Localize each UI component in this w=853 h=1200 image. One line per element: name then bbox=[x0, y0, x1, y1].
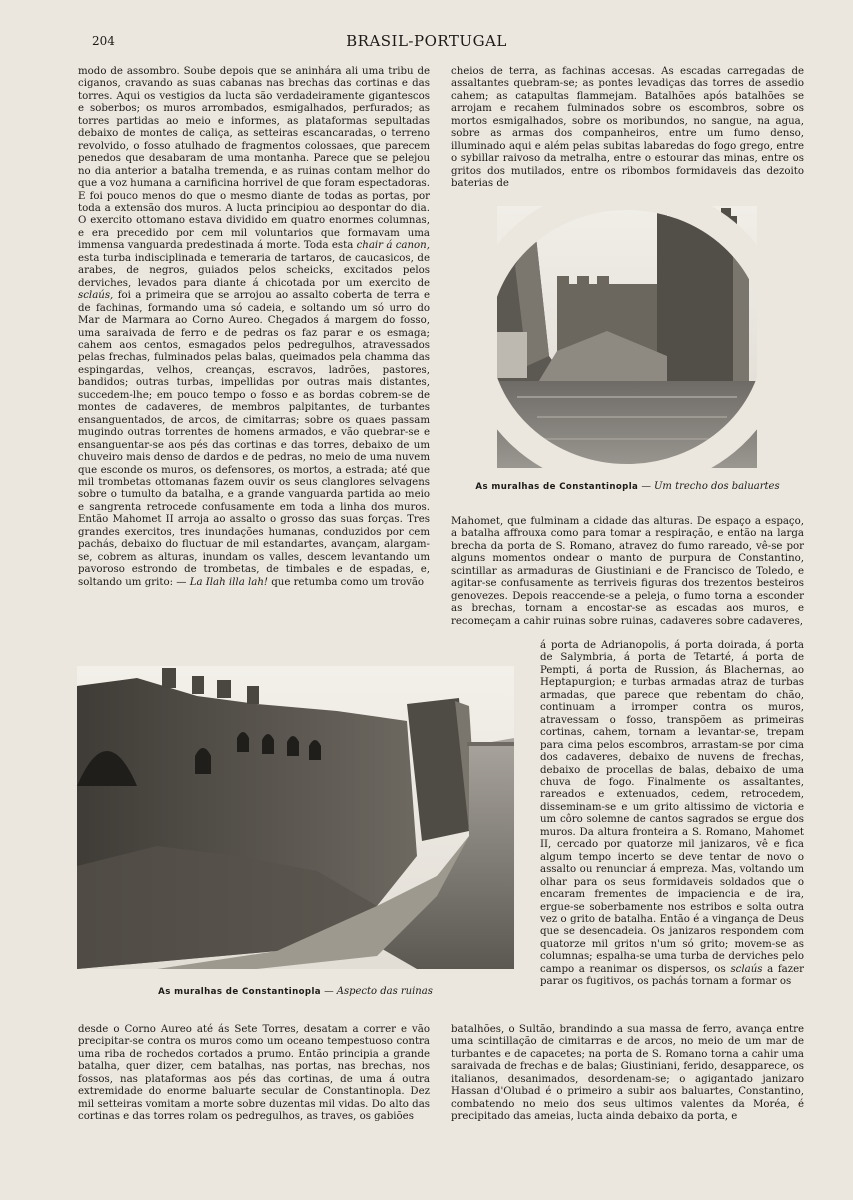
ruins-illustration bbox=[77, 666, 514, 969]
fortress-illustration bbox=[497, 206, 757, 468]
caption-ruinas bbox=[77, 986, 514, 997]
right-column-bottom bbox=[451, 1024, 804, 1124]
caption-subtitle: Um trecho dos baluartes bbox=[653, 481, 780, 492]
italic-term: sclaús bbox=[730, 963, 763, 975]
right-column-top bbox=[451, 66, 804, 191]
paragraph-text: batalhões, o Sultão, brandindo a sua massa de ferro, avança entre uma scintillação de cimitarras e de arcos, no meio de um mar de turbantes e de capacetes; na porta de S. Romano torna a cahir uma saraivada de frechas e de balas; Giustiniani, ferido, desapparece, os italianos, desanimados, desordenam-se; o agigantado janizaro Hassan d'Olubad é o primeiro a subir aos baluartes, Constantino, combatendo no meio dos seus ultimos valentes da Moréa, é precipitado das ameias, lucta ainda debaixo da porta, e bbox=[451, 1024, 804, 1123]
paragraph-text: Mahomet, que fulminam a cidade das alturas. De espaço a espaço, a batalha affrouxa como para tomar a respiração, e então na larga brecha da porta de S. Romano, atravez do fumo rareado, vê-se por alguns momentos ondear o manto de purpura de Constantino, scintillar as armaduras de Giustiniani e de Francisco de Toledo, e agitar-se confusamente as terriveis figuras dos trezentos besteiros genovezes. Depois reaccende-se a peleja, o fumo torna a esconder as brechas, tornam a encostar-se as escadas aos muros, e recomeçam a cahir ruinas sobre ruinas, cadaveres sobre cadaveres, bbox=[451, 516, 804, 627]
photo-ruinas bbox=[77, 666, 514, 969]
right-column-mid bbox=[451, 516, 804, 628]
italic-term: La Ilah illa lah! bbox=[189, 576, 268, 588]
paragraph-text: esta turba indisciplinada e temeraria de tartaros, de caucasicos, de arabes, de negros, guiados pelos scheicks, excitados pelos derviches, levados para diante á chicotada por um exercito de bbox=[78, 252, 430, 289]
left-column-top bbox=[78, 66, 430, 589]
paragraph-text: desde o Corno Aureo até ás Sete Torres, desatam a correr e vão precipitar-se contra os muros como um oceano tempestuoso contra uma riba de rochedos cortados a prumo. Então principia a grande batalha, quer dizer, cem batalhas, nas portas, nas brechas, nos fossos, nas plataformas aos pés das cortinas, de uma á outra extremidade do enorme baluarte secular de Constantinopla. Dez mil setteiras vomitam a morte sobre duzentas mil vidas. Do alto das cortinas e das torres rolam os pedregulhos, as traves, os gabiões bbox=[78, 1024, 430, 1123]
paragraph-text: á porta de Adrianopolis, á porta doirada, á porta de Salymbria, á porta de Tetarté, á porta de Pempti, á porta de Russion, ás Blachernas, ao Heptapurgion; e turbas armadas atraz de turbas armadas, que parece que rebentam do chão, continuam a irromper contra os muros, atravessam o fosso, transpõem as primeiras cortinas, cahem, tornam a levantar-se, trepam para cima pelos escombros, arrastam-se por cima dos cadaveres, debaixo de nuvens de frechas, debaixo de procellas de balas, debaixo de uma chuva de fogo. Finalmente os assaltantes, rareados e extenuados, cedem, retrocedem, disseminam-se e um grito altissimo de victoria e um côro solemne de cantos sagrados se ergue dos muros. Da altura fronteira a S. Romano, Mahomet II, cercado por quatorze mil janizaros, vê e fica algum tempo incerto se deve tentar de novo o assalto ou renunciar á empreza. Mas, voltando um olhar para os seus formidaveis soldados que o encaram frementes de impaciencia e de ira, ergue-se soberbamente nos estribos e solta outra vez o grito de batalha. Então é a vingança de Deus que se desencadeia. Os janizaros respondem com quatorze mil gritos n'um só grito; movem-se as columnas; espalha-se uma turba de derviches pelo campo a reanimar os dispersos, os bbox=[540, 640, 804, 975]
paragraph-text: modo de assombro. Soube depois que se aninhára ali uma tribu de ciganos, cravando as suas cabanas nas brechas das cortinas e das torres. Aqui os vestigios da lucta são verdadeiramente gigantescos e soberbos; os muros arrombados, esmigalhados, perfurados; as torres partidas ao meio e informes, as plataformas sepultadas debaixo de montes de caliça, as setteiras escancaradas, o terreno revolvido, o fosso atulhado de fragmentos colossaes, que parecem penedos que desabaram de uma montanha. Parece que se pelejou no dia anterior a batalha tremenda, e as ruinas contam melhor do que a voz humana a carnificina horrivel de que foram espectadoras. E foi pouco menos do que o mesmo diante de todas as portas, por toda a extensão dos muros. A lucta principiou ao despontar do dia. O exercito ottomano estava dividido em quatro enormes columnas, e era precedido por cem mil voluntarios que formavam uma immensa vanguarda predestinada á morte. Toda esta bbox=[78, 66, 430, 252]
right-column-narrow bbox=[540, 640, 804, 989]
left-column-bottom bbox=[78, 1024, 430, 1124]
running-title: BRASIL-PORTUGAL bbox=[346, 32, 507, 50]
paragraph-text: a fazer parar os fugitivos, os pachás tornam a formar os bbox=[540, 963, 804, 988]
paragraph-text: foi a primeira que se arrojou ao assalto coberta de terra e de fachinas, formando uma só cadeia, e soltando um só urro do Mar de Marmara ao Corno Aureo. Chegados á margem do fosso, uma saraivada de ferro e de pedras os faz parar e os esmaga; cahem aos centos, esmagados pelos pedregulhos, atravessados pelas frechas, fulminados pelas balas, queimados pela chamma das espingardas, velhos, creanças, escravos, ladrões, pastores, bandidos; outras turbas, impellidas por outras mais distantes, succedem-lhe; em pouco tempo o fosso e as bordas cobrem-se de montes de cadaveres, de membros palpitantes, de turbantes ensanguentados, de arcos, de cimitarras; sobre os quaes passam mugindo outras torrentes de homens armados, e vão quebrar-se e ensanguentar-se aos pés das cortinas e das torres, debaixo de um chuveiro mais denso de dardos e de pedras, no meio de uma nuvem que esconde os muros, os defensores, os mortos, a estrada; até que mil trombetas ottomanas fazem ouvir os seus clanglores selvagens sobre o tumulto da batalha, e a grande vanguarda partida ao meio e sangrenta retrocede confusamente em toda a linha dos muros. Então Mahomet II arroja ao assalto o grosso das suas forças. Tres grandes exercitos, tres inundações humanas, conduzidos por cem pachás, debaixo do fluctuar de mil estandartes, avançam, alargam-se, cobrem as alturas, inundam os valles, descem levantando um pavoroso estrondo de trombetas, de timbales e de espadas, e, soltando um grito: — bbox=[78, 290, 430, 588]
caption-title: As muralhas de Constantinopla bbox=[158, 987, 321, 997]
italic-term: chair á canon, bbox=[356, 240, 430, 252]
caption-subtitle: Aspecto das ruinas bbox=[336, 986, 433, 997]
paragraph-text: cheios de terra, as fachinas accesas. As escadas carregadas de assaltantes quebram-se; as pontes levadiças das torres de assedio cahem; as catapultas flammejam. Batalhões após batalhões se arrojam e recahem fulminados sobre os escombros, sobre os mortos esmigalhados, sobre os moribundos, no sangue, na agua, sobre as armas dos companheiros, entre um fumo denso, illuminado aqui e além pelas subitas labaredas do fogo grego, entre o sybillar raivoso da metralha, entre o estourar das minas, entre os gritos dos mutilados, entre os ribombos formidaveis das dezoito baterias de bbox=[451, 66, 804, 190]
photo-baluartes bbox=[497, 206, 757, 468]
paragraph-text: que retumba como um trovão bbox=[271, 576, 425, 588]
caption-separator: — bbox=[641, 481, 651, 492]
page-number: 204 bbox=[92, 34, 115, 48]
italic-term: sclaús, bbox=[78, 290, 114, 302]
caption-baluartes bbox=[451, 481, 804, 492]
caption-title: As muralhas de Constantinopla bbox=[475, 482, 639, 492]
caption-separator: — bbox=[324, 986, 334, 997]
